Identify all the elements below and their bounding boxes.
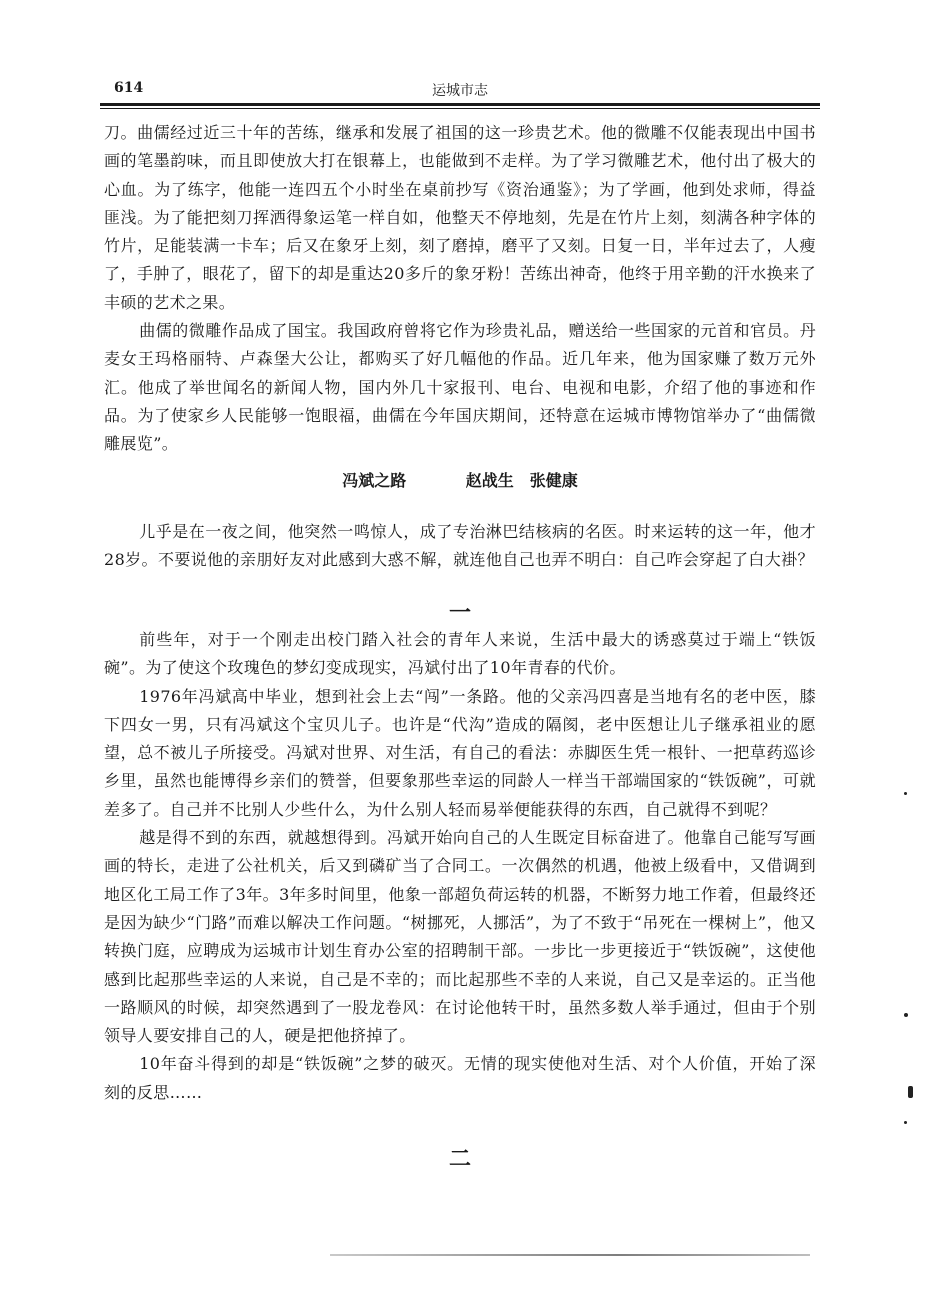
running-title: 运城市志 <box>432 83 488 99</box>
header-rule-thick <box>100 103 820 106</box>
footer-scan-rule <box>330 1254 810 1256</box>
paragraph: 曲儒的微雕作品成了国宝。我国政府曾将它作为珍贵礼品，赠送给一些国家的元首和官员。丹麦女王玛格丽特、卢森堡大公让，都购买了好几幅他的作品。近几年来，他为国家赚了数万元外汇。他成了举世闻名的新闻人物，国内外几十家报刊、电台、电视和电影，介绍了他的事迹和作品。为了使家乡人民能够一饱眼福，曲儒在今年国庆期间，还特意在运城市博物馆举办了“曲儒微雕展览”。 <box>104 321 816 454</box>
section-number-two: 二 <box>448 1146 471 1172</box>
article-authors: 赵战生 张健康 <box>465 471 578 490</box>
page-header <box>100 80 820 100</box>
section-one-text <box>104 626 816 1107</box>
intro-text <box>104 518 816 575</box>
article-title: 冯斌之路 <box>342 471 407 490</box>
header-rule-thin <box>100 108 820 109</box>
margin-speck <box>904 1121 907 1124</box>
paragraph: 1976年冯斌高中毕业，想到社会上去“闯”一条路。他的父亲冯四喜是当地有名的老中医，膝下四女一男，只有冯斌这个宝贝儿子。也许是“代沟”造成的隔阂，老中医想让儿子继承祖业的愿望，总不被儿子所接受。冯斌对世界、对生活，有自己的看法：赤脚医生凭一根针、一把草药巡诊乡里，虽然也能博得乡亲们的赞誉，但要象那些幸运的同龄人一样当干部端国家的“铁饭碗”，可就差多了。自己并不比别人少些什么，为什么别人轻而易举便能获得的东西，自己就得不到呢？ <box>104 686 816 819</box>
margin-speck <box>904 1013 908 1017</box>
page-number: 614 <box>114 80 144 96</box>
section-number-one: 一 <box>448 600 471 626</box>
paragraph: 越是得不到的东西，就越想得到。冯斌开始向自己的人生既定目标奋进了。他靠自己能写写画画的特长，走进了公社机关，后又到磷矿当了合同工。一次偶然的机遇，他被上级看中，又借调到地区化工局工作了3年。3年多时间里，他象一部超负荷运转的机器，不断努力地工作着，但最终还是因为缺少“门路”而难以解决工作问题。“树挪死，人挪活”，为了不致于“吊死在一棵树上”，他又转换门庭，应聘成为运城市计划生育办公室的招聘制干部。一步比一步更接近于“铁饭碗”，这使他感到比起那些幸运的人来说，自己是不幸的；而比起那些不幸的人来说，自己又是幸运的。正当他一路顺风的时候，却突然遇到了一股龙卷风：在讨论他转干时，虽然多数人举手通过，但由于个别领导人要安排自己的人，硬是把他挤掉了。 <box>104 828 816 1046</box>
continuation-text <box>104 119 816 459</box>
paragraph: 10年奋斗得到的却是“铁饭碗”之梦的破灭。无情的现实使他对生活、对个人价值，开始了深刻的反思…… <box>104 1054 816 1102</box>
paragraph: 前些年，对于一个刚走出校门踏入社会的青年人来说，生活中最大的诱惑莫过于端上“铁饭碗”。为了使这个玫瑰色的梦幻变成现实，冯斌付出了10年青春的代价。 <box>104 630 816 678</box>
paragraph: 儿乎是在一夜之间，他突然一鸣惊人，成了专治淋巴结核病的名医。时来运转的这一年，他才28岁。不要说他的亲朋好友对此感到大惑不解，就连他自己也弄不明白：自己咋会穿起了白大褂？ <box>104 522 816 570</box>
margin-speck <box>904 792 907 795</box>
paragraph: 刀。曲儒经过近三十年的苦练，继承和发展了祖国的这一珍贵艺术。他的微雕不仅能表现出中国书画的笔墨韵味，而且即使放大打在银幕上，也能做到不走样。为了学习微雕艺术，他付出了极大的心血。为了练字，他能一连四五个小时坐在桌前抄写《资治通鉴》；为了学画，他到处求师，得益匪浅。为了能把刻刀挥洒得象运笔一样自如，他整天不停地刻，先是在竹片上刻，刻满各种字体的竹片，足能装满一卡车；后又在象牙上刻，刻了磨掉，磨平了又刻。日复一日，半年过去了，人瘦了，手肿了，眼花了，留下的却是重达20多斤的象牙粉！苦练出神奇，他终于用辛勤的汗水换来了丰硕的艺术之果。 <box>104 123 816 312</box>
margin-speck <box>908 1086 913 1098</box>
article-heading <box>104 468 816 491</box>
